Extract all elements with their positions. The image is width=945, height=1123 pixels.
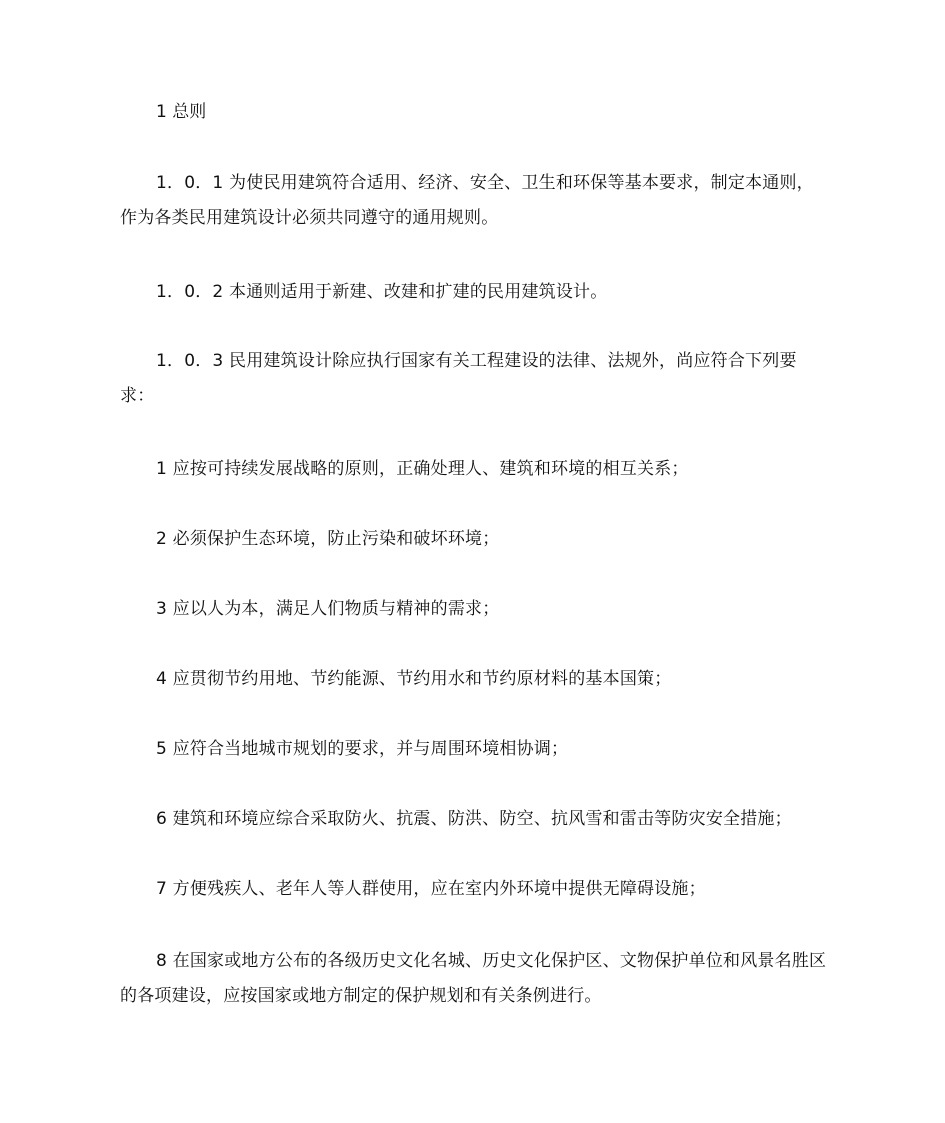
section-heading: 1 总则 [156, 102, 207, 122]
paragraph-text: 1．0．3 民用建筑设计除应执行国家有关工程建设的法律、法规外，尚应符合下列要求： [120, 351, 797, 406]
paragraph-text: 1．0．1 为使民用建筑符合适用、经济、安全、卫生和环保等基本要求，制定本通则，作为各类民用建筑设计必须共同遵守的通用规则。 [120, 173, 814, 228]
paragraph-text: 5 应符合当地城市规划的要求，并与周围环境相协调； [156, 739, 569, 759]
list-item-7 [120, 872, 830, 907]
paragraph-text: 2 必须保护生态环境，防止污染和破坏环境； [156, 529, 500, 549]
list-item-6 [120, 802, 830, 837]
paragraph-text: 7 方便残疾人、老年人等人群使用，应在室内外环境中提供无障碍设施； [156, 879, 706, 899]
paragraph-1-0-3 [120, 344, 830, 414]
list-item-2 [120, 522, 830, 557]
paragraph-text: 8 在国家或地方公布的各级历史文化名城、历史文化保护区、文物保护单位和风景名胜区的各项建设，应按国家或地方制定的保护规划和有关条例进行。 [120, 951, 827, 1006]
paragraph-text: 3 应以人为本，满足人们物质与精神的需求； [156, 599, 500, 619]
paragraph-1-0-2 [120, 275, 830, 310]
paragraph-text: 4 应贯彻节约用地、节约能源、节约用水和节约原材料的基本国策； [156, 669, 672, 689]
paragraph-1-0-1 [120, 166, 830, 236]
list-item-3 [120, 592, 830, 627]
list-item-4 [120, 662, 830, 697]
paragraph-text: 6 建筑和环境应综合采取防火、抗震、防洪、防空、抗风雪和雷击等防灾安全措施； [156, 809, 792, 829]
list-item-8 [120, 944, 830, 1014]
paragraph-text: 1 应按可持续发展战略的原则，正确处理人、建筑和环境的相互关系； [156, 459, 689, 479]
list-item-1 [120, 452, 830, 487]
paragraph-text: 1．0．2 本通则适用于新建、改建和扩建的民用建筑设计。 [156, 282, 608, 302]
list-item-5 [120, 732, 830, 767]
